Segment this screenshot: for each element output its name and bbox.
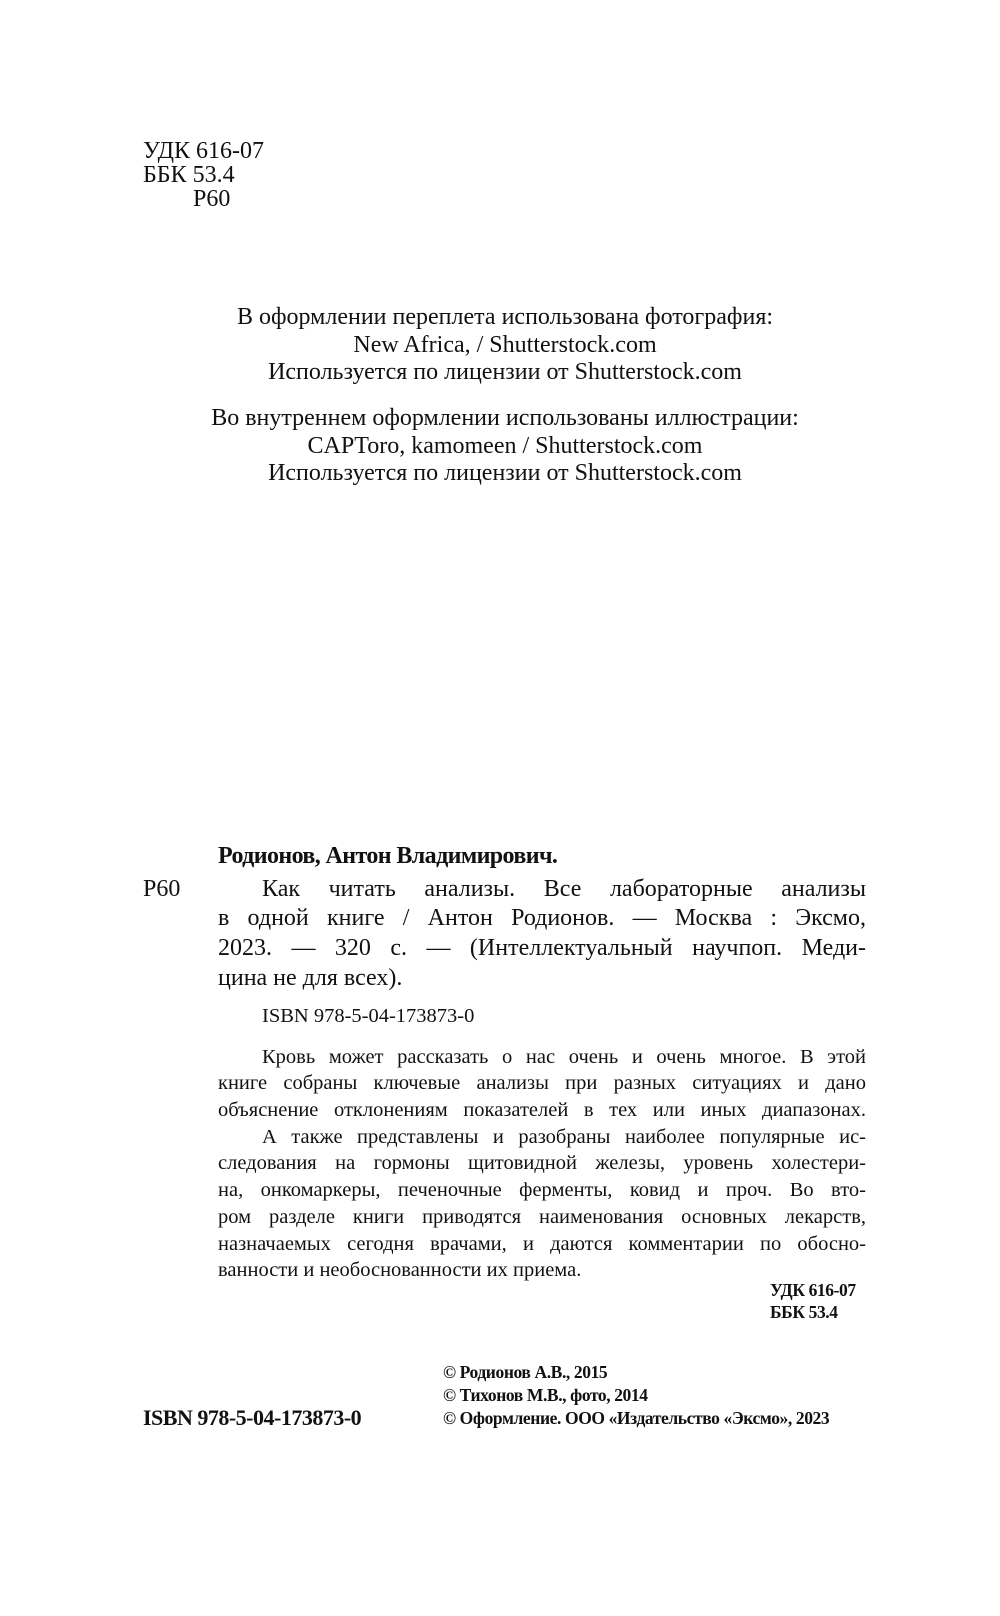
card-entry-line: 2023. — 320 с. — (Интеллектуальный научпоп. Меди- <box>218 935 866 961</box>
annotation-line: объяснение отклонениям показателей в тех или иных диапазонах. <box>218 1099 866 1121</box>
annotation-line: назначаемых сегодня врачами, и даются комментарии по обосно- <box>218 1233 866 1255</box>
card-bbk: ББК 53.4 <box>770 1302 838 1322</box>
footer-isbn: ISBN 978-5-04-173873-0 <box>143 1405 362 1430</box>
annotation-line: А также представлены и разобраны наиболее популярные ис- <box>262 1126 866 1148</box>
credit-cover-3: Используется по лицензии от Shutterstock.com <box>268 359 742 385</box>
card-udk: УДК 616-07 <box>770 1280 856 1300</box>
credit-interior-1: Во внутреннем оформлении использованы иллюстрации: <box>211 405 799 431</box>
udk-top: УДК 616-07 <box>143 138 264 164</box>
bbk-top: ББК 53.4 <box>143 162 235 188</box>
annotation-line: книге собраны ключевые анализы при разных ситуациях и дано <box>218 1072 866 1094</box>
card-entry-line: в одной книге / Антон Родионов. — Москва : Эксмо, <box>218 905 866 931</box>
copyright-line: © Тихонов М.В., фото, 2014 <box>443 1385 648 1405</box>
card-entry-line: цина не для всех). <box>218 965 403 991</box>
annotation-line: ром разделе книги приводятся наименования основных лекарств, <box>218 1206 866 1228</box>
card-entry-line: Как читать анализы. Все лабораторные анализы <box>262 876 866 902</box>
annotation-line: следования на гормоны щитовидной железы, уровень холестери- <box>218 1152 866 1174</box>
annotation-line: Кровь может рассказать о нас очень и очень многое. В этой <box>262 1046 866 1068</box>
annotation-line: на, онкомаркеры, печеночные ферменты, ковид и проч. Во вто- <box>218 1179 866 1201</box>
credit-interior-2: CAPToro, kamomeen / Shutterstock.com <box>307 433 703 459</box>
credit-cover-2: New Africa, / Shutterstock.com <box>353 332 657 358</box>
annotation-line: ванности и необоснованности их приема. <box>218 1259 582 1281</box>
copyright-line: © Оформление. ООО «Издательство «Эксмо», 2023 <box>443 1408 830 1428</box>
author-mark-top: Р60 <box>193 186 231 212</box>
credit-interior-3: Используется по лицензии от Shutterstock.com <box>268 460 742 486</box>
card-isbn: ISBN 978-5-04-173873-0 <box>262 1005 475 1027</box>
copyright-line: © Родионов А.В., 2015 <box>443 1362 608 1382</box>
card-author-mark: Р60 <box>143 876 181 902</box>
card-author: Родионов, Антон Владимирович. <box>218 843 558 869</box>
credit-cover-1: В оформлении переплета использована фотография: <box>236 304 774 330</box>
